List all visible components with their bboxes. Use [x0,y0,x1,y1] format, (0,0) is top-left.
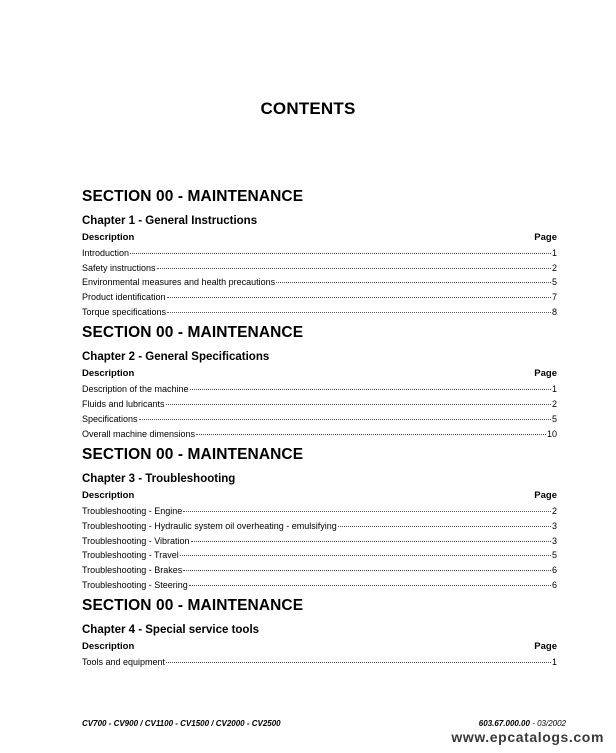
section-title: SECTION 00 - MAINTENANCE [82,324,304,342]
entry-list [82,246,557,319]
entry-description: Specifications [82,413,138,424]
entry-description: Safety instructions [82,262,156,273]
chapter-title: Chapter 4 - Special service tools [82,624,260,637]
section-block [82,323,557,441]
entry-description: Troubleshooting - Travel [82,550,179,561]
entry-description: Troubleshooting - Hydraulic system oil overheating - emulsifying [82,520,337,531]
dot-leader [180,546,551,556]
dot-leader [190,380,551,390]
entry-description: Troubleshooting - Engine [82,506,183,517]
entry-page: 1 [551,384,557,395]
entry-description: Product identification [82,292,166,303]
column-header [82,640,557,654]
entry-page: 7 [551,292,557,303]
description-header: Description [82,368,135,380]
dot-leader [338,517,551,527]
section-block [82,596,557,670]
entry-description: Troubleshooting - Vibration [82,535,190,546]
entry-page: 3 [551,520,557,531]
entry-page: 3 [551,535,557,546]
dot-leader [166,395,551,405]
entry-page: 5 [551,413,557,424]
chapter-title: Chapter 1 - General Instructions [82,215,258,227]
column-header [82,489,557,503]
column-header [82,231,557,245]
section-title: SECTION 00 - MAINTENANCE [82,597,304,615]
dot-leader [276,273,551,283]
entry-page: 6 [551,564,557,575]
entry-description: Troubleshooting - Steering [82,579,188,590]
toc-entry[interactable] [82,305,557,320]
entry-page: 6 [551,579,557,590]
dot-leader [191,532,551,542]
entry-page: 2 [551,506,557,517]
footer-date: - 03/2002 [529,719,566,728]
entry-page: 1 [551,657,557,668]
dot-leader [183,561,551,571]
chapter-title: Chapter 2 - General Specifications [82,351,270,364]
entry-description: Description of the machine [82,384,189,395]
entry-page: 8 [551,306,557,317]
entry-description: Environmental measures and health precautions [82,277,276,288]
contents-list [82,187,557,670]
page-header: Page [534,641,557,653]
dot-leader [196,425,546,435]
footer-code: 603.67.000.00 [478,719,530,728]
page-header: Page [534,368,557,380]
page-header: Page [534,232,557,243]
section-title: SECTION 00 - MAINTENANCE [82,188,304,205]
entry-page: 10 [546,428,557,439]
section-block [82,187,557,319]
page-header: Page [534,490,557,502]
entry-list [82,504,557,592]
entry-page: 2 [551,399,557,410]
entry-description: Tools and equipment [82,657,166,668]
description-header: Description [82,232,135,243]
entry-list [82,382,557,441]
column-header [82,367,557,381]
entry-list [82,655,557,670]
dot-leader [130,244,551,254]
page-title: CONTENTS [260,99,356,118]
dot-leader [167,288,551,298]
entry-page: 1 [551,248,557,258]
toc-entry[interactable] [82,427,557,442]
entry-description: Overall machine dimensions [82,428,196,439]
entry-page: 5 [551,277,557,288]
footer-models: CV700 - CV900 / CV1100 - CV1500 / CV2000 - CV2500 [82,719,281,728]
dot-leader [139,410,551,420]
toc-entry[interactable] [82,578,557,593]
entry-description: Torque specifications [82,306,167,317]
section-block [82,445,557,592]
entry-page: 2 [551,262,557,273]
dot-leader [157,259,551,269]
footer-doc-ref [479,719,566,728]
entry-description: Troubleshooting - Brakes [82,564,183,575]
section-title: SECTION 00 - MAINTENANCE [82,446,304,464]
entry-description: Introduction [82,248,130,258]
dot-leader [166,653,551,663]
dot-leader [183,502,551,512]
entry-page: 5 [551,550,557,561]
description-header: Description [82,641,135,653]
watermark-text: www.epcatalogs.com [451,729,604,745]
description-header: Description [82,490,135,502]
entry-description: Fluids and lubricants [82,399,165,410]
toc-entry[interactable] [82,655,557,670]
chapter-title: Chapter 3 - Troubleshooting [82,473,236,486]
dot-leader [189,576,551,586]
dot-leader [167,303,551,313]
